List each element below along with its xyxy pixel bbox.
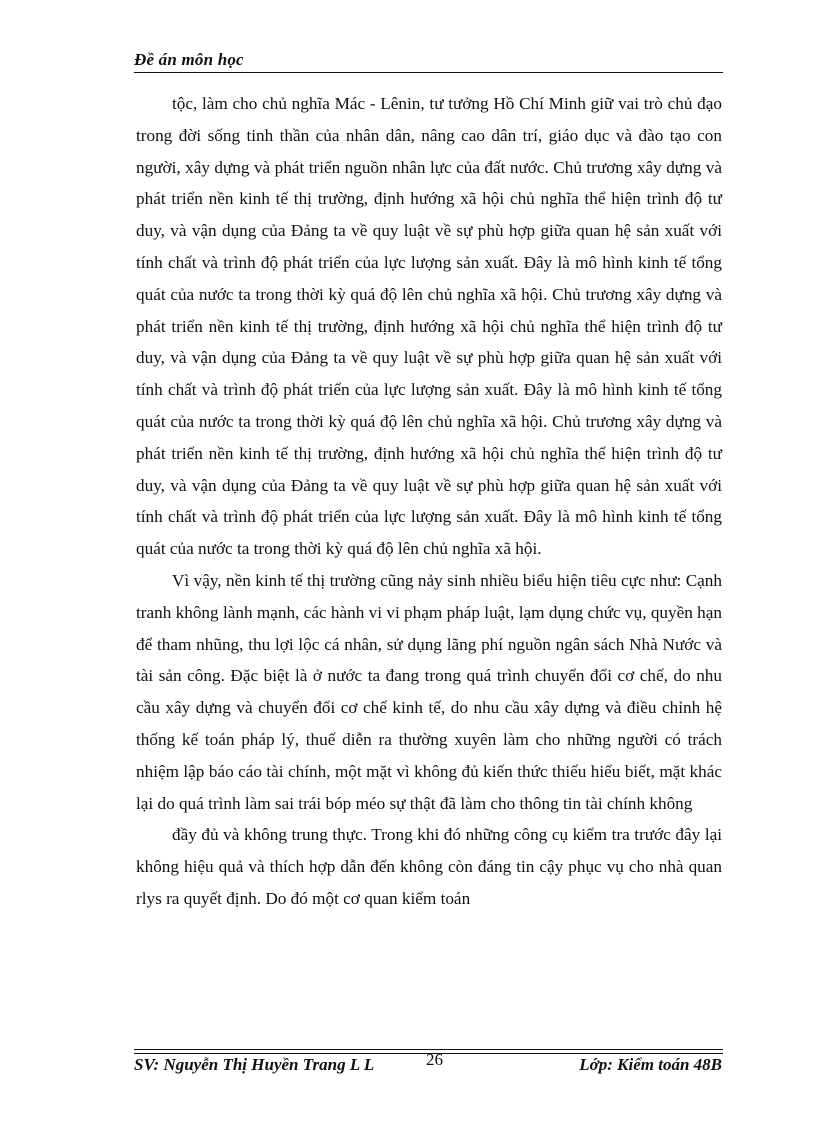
document-body	[136, 88, 722, 915]
footer-student-name: SV: Nguyễn Thị Huyền Trang L L	[134, 1055, 375, 1074]
page-header	[134, 48, 723, 73]
paragraph-1: tộc, làm cho chủ nghĩa Mác - Lênin, tư tưởng Hồ Chí Minh giữ vai trò chủ đạo trong đời sống tinh thần của nhân dân, nâng cao dân trí, giáo dục và đào tạo con người, xây dựng và phát triển nguồn nhân lực của đất nước. Chủ trương xây dựng và phát triển nền kinh tế thị trường, định hướng xã hội chủ nghĩa thể hiện trình độ tư duy, và vận dụng của Đảng ta về quy luật về sự phù hợp giữa quan hệ sản xuất với tính chất và trình độ phát triển của lực lượng sản xuất. Đây là mô hình kinh tế tổng quát của nước ta trong thời kỳ quá độ lên chủ nghĩa xã hội. Chủ trương xây dựng và phát triển nền kinh tế thị trường, định hướng xã hội chủ nghĩa thể hiện trình độ tư duy, và vận dụng của Đảng ta về quy luật về sự phù hợp giữa quan hệ sản xuất với tính chất và trình độ phát triển của lực lượng sản xuất. Đây là mô hình kinh tế tổng quát của nước ta trong thời kỳ quá độ lên chủ nghĩa xã hội. Chủ trương xây dựng và phát triển nền kinh tế thị trường, định hướng xã hội chủ nghĩa thể hiện trình độ tư duy, và vận dụng của Đảng ta về quy luật về sự phù hợp giữa quan hệ sản xuất với tính chất và trình độ phát triển của lực lượng sản xuất. Đây là mô hình kinh tế tổng quát của nước ta trong thời kỳ quá độ lên chủ nghĩa xã hội.	[136, 94, 722, 559]
paragraph-2: Vì vậy, nền kinh tế thị trường cũng nảy sinh nhiều biểu hiện tiêu cực như: Cạnh tranh không lành mạnh, các hành vi vi phạm pháp luật, lạm dụng chức vụ, quyền hạn để tham nhũng, thu lợi lộc cá nhân, sử dụng lãng phí nguồn ngân sách Nhà Nước và tài sản công. Đặc biệt là ở nước ta đang trong quá trình chuyển đổi cơ chế, do nhu cầu xây dựng và chuyển đổi cơ chế kinh tế, do nhu cầu xây dựng và điều chỉnh hệ thống kế toán pháp lý, thuế diễn ra thường xuyên làm cho những người có trách nhiệm lập báo cáo tài chính, một mặt vì không đủ kiến thức thiếu hiểu biết, mặt khác lại do quá trình làm sai trái bóp méo sự thật đã làm cho thông tin tài chính không	[136, 570, 722, 813]
footer-class-label: Lớp: Kiểm toán 48B	[579, 1055, 722, 1074]
header-title: Đề án môn học	[134, 50, 244, 69]
page-number: 26	[426, 1050, 443, 1069]
paragraph-3: đầy đủ và không trung thực. Trong khi đó những công cụ kiểm tra trước đây lại không hiệu quả và thích hợp dẫn đến không còn đáng tin cậy phục vụ cho nhà quan rlys ra quyết định. Do đó một cơ quan kiểm toán	[136, 825, 722, 908]
